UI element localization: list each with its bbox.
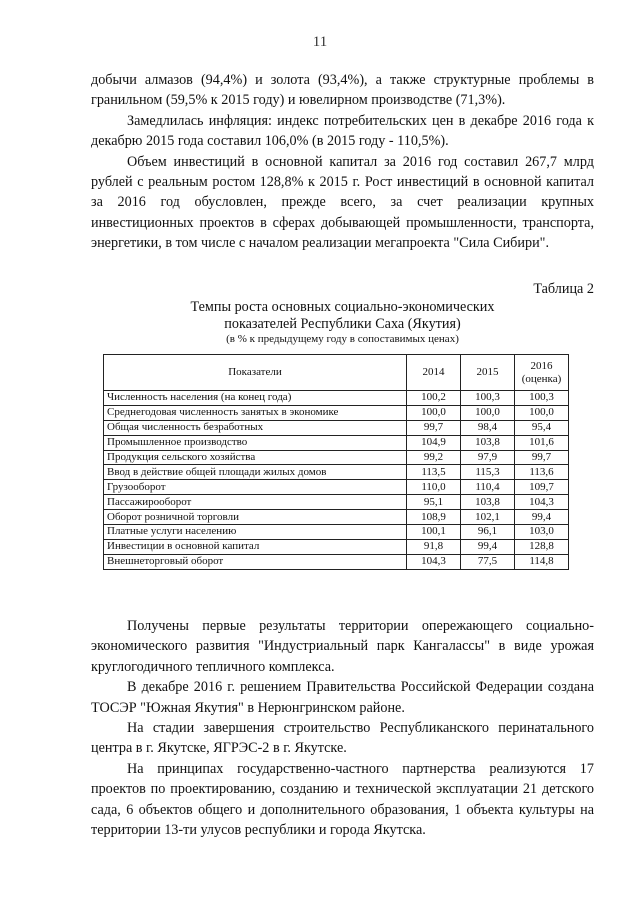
page-number: 11 <box>312 34 328 50</box>
row-name: Численность населения (на конец года) <box>104 391 407 406</box>
cell-2016: 100,0 <box>515 405 569 420</box>
cell-2015: 77,5 <box>461 554 515 569</box>
cell-2016: 99,4 <box>515 510 569 525</box>
table-row <box>104 539 569 554</box>
cell-2015: 110,4 <box>461 480 515 495</box>
top-text-block <box>91 70 594 254</box>
paragraph: На принципах государственно-частного партнерства реализуются 17 проектов по проектированию, созданию и технической эксплуатации 21 детского сада, 6 объектов общего и дополнительного образования, 1 объекта культуры на территории 13-ти улусов республики и города Якутска. <box>91 760 594 839</box>
cell-2014: 113,5 <box>407 465 461 480</box>
paragraph: В декабре 2016 г. решением Правительства Российской Федерации создана ТОСЭР "Южная Якутия" в Нерюнгринском районе. <box>91 679 594 716</box>
cell-2016: 101,6 <box>515 435 569 450</box>
cell-2016: 113,6 <box>515 465 569 480</box>
table-row <box>104 495 569 510</box>
cell-2016: 95,4 <box>515 420 569 435</box>
table-row <box>104 554 569 569</box>
row-name: Инвестиции в основной капитал <box>104 539 407 554</box>
cell-2014: 100,0 <box>407 405 461 420</box>
row-name: Продукция сельского хозяйства <box>104 450 407 465</box>
table-row <box>104 480 569 495</box>
cell-2016: 104,3 <box>515 495 569 510</box>
header-2015: 2015 <box>461 355 515 391</box>
cell-2014: 95,1 <box>407 495 461 510</box>
cell-2016: 100,3 <box>515 391 569 406</box>
header-2016-note: (оценка) <box>521 372 562 385</box>
cell-2015: 103,8 <box>461 435 515 450</box>
row-name: Общая численность безработных <box>104 420 407 435</box>
cell-2015: 115,3 <box>461 465 515 480</box>
table-title-line: показателей Республики Саха (Якутия) <box>224 316 461 332</box>
cell-2014: 91,8 <box>407 539 461 554</box>
row-name: Платные услуги населению <box>104 525 407 540</box>
cell-2014: 110,0 <box>407 480 461 495</box>
indicators-table <box>103 354 569 570</box>
cell-2014: 99,7 <box>407 420 461 435</box>
cell-2014: 99,2 <box>407 450 461 465</box>
table-row <box>104 435 569 450</box>
table-header-row <box>104 355 569 391</box>
table-note: (в % к предыдущему году в сопоставимых ценах) <box>226 333 459 345</box>
table-label: Таблица 2 <box>533 281 594 297</box>
cell-2015: 98,4 <box>461 420 515 435</box>
cell-2014: 100,1 <box>407 525 461 540</box>
row-name: Оборот розничной торговли <box>104 510 407 525</box>
row-name: Пассажирооборот <box>104 495 407 510</box>
bottom-text-block <box>91 616 594 840</box>
paragraph: Объем инвестиций в основной капитал за 2016 год составил 267,7 млрд рублей с реальным ростом 128,8% к 2015 г. Рост инвестиций в основной капитал за 2016 год обусловлен, прежде всего, за счет реализации крупных инвестиционных проектов в сферах добывающей промышленности, транспорта, энергетики, в том числе с началом реализации мегапроекта "Сила Сибири". <box>91 153 594 252</box>
table-row <box>104 465 569 480</box>
row-name: Среднегодовая численность занятых в экономике <box>104 405 407 420</box>
cell-2015: 96,1 <box>461 525 515 540</box>
header-2016-year: 2016 <box>530 359 553 372</box>
table-title <box>91 299 594 333</box>
cell-2015: 103,8 <box>461 495 515 510</box>
paragraph: Замедлилась инфляция: индекс потребительских цен в декабре 2016 года к декабрю 2015 года составил 106,0% (в 2015 году - 110,5%). <box>91 112 594 150</box>
table-row <box>104 450 569 465</box>
table-row <box>104 525 569 540</box>
cell-2015: 97,9 <box>461 450 515 465</box>
row-name: Внешнеторговый оборот <box>104 554 407 569</box>
cell-2014: 108,9 <box>407 510 461 525</box>
header-2016 <box>515 355 569 391</box>
table-row <box>104 405 569 420</box>
table-row <box>104 510 569 525</box>
cell-2016: 99,7 <box>515 450 569 465</box>
paragraph: На стадии завершения строительство Республиканского перинатального центра в г. Якутске, ЯГРЭС-2 в г. Якутске. <box>91 720 594 757</box>
paragraph: Получены первые результаты территории опережающего социально-экономического развития "Индустриальный парк Кангаласcы" в виде урожая круглогодичного тепличного комплекса. <box>91 618 594 675</box>
header-indicator: Показатели <box>104 355 407 391</box>
cell-2014: 100,2 <box>407 391 461 406</box>
cell-2014: 104,9 <box>407 435 461 450</box>
cell-2015: 99,4 <box>461 539 515 554</box>
cell-2016: 114,8 <box>515 554 569 569</box>
table-title-line: Темпы роста основных социально-экономических <box>190 299 495 315</box>
row-name: Ввод в действие общей площади жилых домов <box>104 465 407 480</box>
cell-2015: 100,0 <box>461 405 515 420</box>
paragraph: добычи алмазов (94,4%) и золота (93,4%), а также структурные проблемы в гранильном (59,5% к 2015 году) и ювелирном производстве (71,3%). <box>91 72 594 109</box>
cell-2016: 103,0 <box>515 525 569 540</box>
cell-2014: 104,3 <box>407 554 461 569</box>
row-name: Промышленное производство <box>104 435 407 450</box>
cell-2015: 100,3 <box>461 391 515 406</box>
cell-2016: 128,8 <box>515 539 569 554</box>
cell-2015: 102,1 <box>461 510 515 525</box>
header-2014: 2014 <box>407 355 461 391</box>
table-row <box>104 391 569 406</box>
row-name: Грузооборот <box>104 480 407 495</box>
cell-2016: 109,7 <box>515 480 569 495</box>
table-row <box>104 420 569 435</box>
